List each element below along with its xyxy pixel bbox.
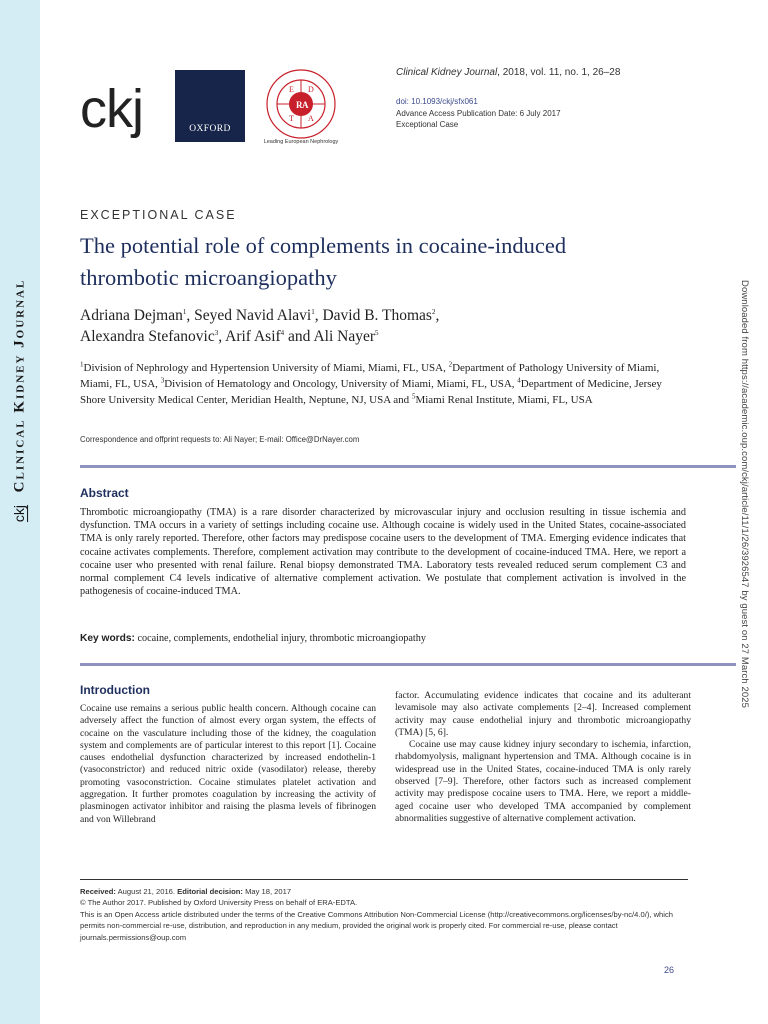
intro-paragraph-2: factor. Accumulating evidence indicates that cocaine and its adulterant levamisole may also activate complements [2–4]. Increased complement activity may cause endothelial injury and thrombotic microangiopathy (TMA) [5, 6]. [395, 690, 691, 738]
introduction-heading: Introduction [80, 683, 150, 697]
advance-access-date: Advance Access Publication Date: 6 July 2017 [396, 108, 561, 118]
section-divider-bottom [80, 663, 736, 666]
affiliations: $^1$Division of Nephrology and Hypertension University of Miami, Miami, FL, USA, $^2$Department of Pathology University of Miami, Miami, FL, USA, $^3$Division of Hematology and Oncology, University of Miami, Miami, FL, USA, $^4$Department of Medicine, Jersey Shore University Medical Center, Meridian Health, Neptune, NJ, USA and $^5$Miami Renal Institute, Miami, FL, USA [80, 360, 662, 406]
keywords-list: cocaine, complements, endothelial injury, thrombotic microangiopathy [134, 633, 426, 644]
keywords [80, 632, 686, 645]
article-title [80, 230, 700, 294]
author: Alexandra Stefanovic$^3$, [80, 328, 226, 345]
download-watermark [734, 280, 754, 780]
citation-volume: , 2018, vol. 11, no. 1, 26–28 [497, 67, 621, 78]
doi-link[interactable]: doi: 10.1093/ckj/sfx061 [396, 97, 478, 106]
ckj-logo: ckj [80, 79, 143, 139]
article-type: Exceptional Case [396, 120, 459, 129]
author: Arif Asif$^4$ and [225, 328, 314, 345]
era-letter-a2: A [302, 100, 309, 110]
sidebar-ckj-logo [8, 498, 32, 528]
body-column-right [395, 690, 691, 825]
era-letter-r: R [296, 100, 303, 110]
article-footer [80, 886, 690, 943]
author: Adriana Dejman$^1$, [80, 307, 195, 324]
author-list [80, 305, 680, 347]
download-note-text: Downloaded from https://academic.oup.com/ckj/article/11/1/26/3926547 by guest on 27 March 2025 [739, 280, 750, 708]
intro-paragraph-3: Cocaine use may cause kidney injury secondary to ischemia, infarction, rhabdomyolysis, malignant hypertension and TMA. Although cocaine is in widespread use in the United States, cocaine-induced TMA is only rarely observed [7–9]. Therefore, other factors such as increased complement activity may predispose cocaine users to TMA. Here, we report a middle-aged cocaine user who developed TMA accompanied by complement abnormalities suggestive of alternative complement activation. [395, 739, 691, 824]
title-line-1: The potential role of complements in cocaine-induced [80, 233, 567, 258]
footer-divider [80, 879, 688, 880]
license-text: This is an Open Access article distributed under the terms of the Creative Commons Attribution Non-Commercial License (http://creativecommons.org/licenses/by-nc/4.0/), which permits non-commercial re-use, distribution, and reproduction in any medium, provided the original work is properly cited. For commercial re-use, please contact journals.permissions@oup.com [80, 909, 673, 942]
intro-paragraph-1: Cocaine use remains a serious public health concern. Although cocaine can adversely affect the function of almost every organ system, the effects of cocaine on the vasculature including those of the kidney, the coagulation system and complements are of particular interest to this report [1]. Cocaine causes endothelial dysfunction characterized by increased endothelin-1 (vasoconstrictor) and reduced nitric oxide (vasodilator) release, thereby promoting vasoconstriction. Cocaine stimulates platelet activation and aggregation. It further promotes coagulation by increasing the activity of plasminogen activator inhibitor and raising the plasma levels of fibrinogen and von Willebrand [80, 703, 376, 825]
oxford-logo-text: OXFORD [189, 124, 231, 134]
dates-line: Received: August 21, 2016. Editorial decision: May 18, 2017 [80, 887, 292, 896]
abstract-body: Thrombotic microangiopathy (TMA) is a rare disorder characterized by microvascular injury and occlusion resulting in tissue ischemia and dysfunction. TMA occurs in a variety of settings including cocaine use. Although cocaine is widely used in the United States, cocaine-associated TMA is only rarely reported. Therefore, other factors may predispose cocaine users to the development of TMA. Emerging evidence indicates that cocaine activates complements. Therefore, complement activation may contribute to the development of cocaine-induced TMA. Here, we report a cocaine user who presented with renal failure. Renal biopsy demonstrated TMA. Laboratory tests revealed reduced serum complement C3 and normal complement C4 levels indicative of alternative complement activation. We postulate that complement activation is involved in the pathogenesis of cocaine-induced TMA. [80, 507, 686, 598]
author: Seyed Navid Alavi$^1$, [194, 307, 323, 324]
sidebar-journal-name [6, 260, 34, 510]
abstract-heading: Abstract [80, 486, 129, 500]
era-caption: Leading European Nephrology [263, 139, 339, 145]
copyright-line: © The Author 2017. Published by Oxford University Press on behalf of ERA-EDTA. [80, 898, 358, 908]
author: David B. Thomas$^2$, [322, 307, 440, 324]
era-letter-a: A [308, 114, 314, 123]
era-letter-d: D [308, 85, 314, 94]
citation-journal: Clinical Kidney Journal [396, 67, 498, 78]
oxford-logo [175, 70, 245, 142]
page-number: 26 [664, 965, 675, 975]
keywords-label: Key words: [80, 633, 135, 644]
sidebar-ckj-text: ckj [11, 504, 28, 522]
section-divider-top [80, 465, 736, 468]
era-letter-t: T [289, 114, 294, 123]
author: Ali Nayer$^5$ [313, 328, 379, 345]
sidebar-journal-label: Clinical Kidney Journal [11, 278, 28, 492]
citation-line [396, 67, 620, 78]
correspondence-note: Correspondence and offprint requests to: Ali Nayer; E-mail: Office@DrNayer.com [80, 435, 360, 444]
era-letter-e: E [289, 85, 294, 94]
title-line-2: thrombotic microangiopathy [80, 265, 337, 290]
doi-block [396, 96, 561, 131]
article-category: EXCEPTIONAL CASE [80, 208, 237, 222]
body-column-left [80, 703, 376, 826]
